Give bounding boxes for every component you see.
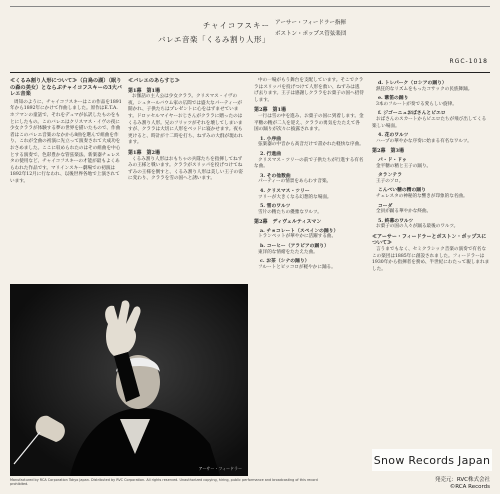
dance-text: 熱狂的なリズムをもったコサックの民族舞踊。 bbox=[376, 86, 473, 92]
publisher-name: 発売元：RVC株式会社 bbox=[434, 477, 490, 483]
about-work-body: 周知のように、チャイコフスキーはこの作品を1891年から1892年にかけて作曲しました。原作はE.T.A.ホフマンの童話で、それをデュマが仏訳したものをもとにしたもの。このバレエはクリスマス・イヴの夜に少女クララが体験する夢の世界を描いたもので、作曲者はこのバレエ音楽のなかから8曲を選んで組曲を作り、これが全曲の初演に先立って演奏されて大成功をおさめました。ここに収められたのはその組曲を中心とする演奏で、色彩豊かな管弦楽法、新楽器チェレスタの使用など、チャイコフスキーの才能が最もよくあらわれた作品です。マリインスキー劇場での初演は1892年12月に行なわれ、以後世界各地で上演されています。 bbox=[10, 99, 122, 184]
piece-text: クリスマス・ツリーの前で子供たちが行進する有名な曲。 bbox=[254, 157, 364, 170]
dance-title: コーダ bbox=[378, 202, 393, 209]
piece-text: ツリーが大きくなる幻想的な場面。 bbox=[258, 194, 332, 200]
divertissement-title: 第2幕 ディヴェルティスマン bbox=[254, 219, 322, 226]
dance-text: 全員が踊る華やかな終曲。 bbox=[376, 209, 432, 215]
credit-conductor: アーサー・フィードラー指揮 bbox=[275, 20, 346, 26]
piece-text: 雪片の精たちの優雅なワルツ。 bbox=[258, 209, 322, 215]
title-composer: チャイコフスキー bbox=[202, 21, 270, 30]
about-performers-body: 言うまでもなく、セミクラシック音楽の演奏で有名なこの楽団は1885年に創設されました。フィードラーは1930年から指揮者を務め、半世紀にわたって親しまれました。 bbox=[372, 247, 490, 272]
about-performers-heading: ≪アーサー・フィードラーとボストン・ポップスについて≫ bbox=[372, 233, 487, 247]
piece-text: パーティーの情景をあらわす音楽。 bbox=[258, 179, 332, 185]
publisher-info bbox=[435, 477, 490, 491]
column-about-work bbox=[10, 78, 122, 186]
dance-title: パ・ド・ドゥ bbox=[378, 156, 407, 163]
piece-text: 弦楽器の中音から高音だけで書かれた軽快な序曲。 bbox=[258, 142, 364, 148]
dance-title: b. コーヒー（アラビアの踊り） bbox=[260, 243, 329, 250]
column-act2 bbox=[254, 78, 364, 271]
act2-scene3-title: 第2幕 第3場 bbox=[372, 148, 404, 155]
dance-text: おばさんのスカートからピエロたちが飛び出してくる楽しい場面。 bbox=[372, 116, 487, 129]
dance-title: e. 葦笛の踊り bbox=[378, 95, 409, 102]
act1-scene1-title: 第1幕 第1場 bbox=[128, 87, 160, 94]
dance-title: 5. 終幕のワルツ bbox=[378, 217, 414, 224]
dance-text: お菓子の国の人々が踊る最後のワルツ。 bbox=[376, 224, 459, 230]
dance-title: 4. 花のワルツ bbox=[378, 132, 409, 139]
column-act2-cont bbox=[372, 78, 490, 273]
dance-title: c. お茶（シナの踊り） bbox=[260, 258, 310, 265]
act2-scene1-title: 第2幕 第1場 bbox=[254, 107, 286, 114]
album-title bbox=[158, 20, 270, 45]
credit-orchestra: ボストン・ポップス管弦楽団 bbox=[275, 31, 347, 37]
dance-text: 3本のフルートが奏でる愛らしい旋律。 bbox=[376, 101, 457, 107]
piece-title: 3. その他数曲 bbox=[260, 172, 291, 179]
dance-text: チェレスタの神秘的な響きが印象的な名曲。 bbox=[376, 193, 468, 199]
act1-scene2-body: くるみ割り人形はおもちゃの兵隊たちを指揮してねずみの王様と戦います。クララがスリッパを投げつけてねずみの王様を倒すと、くるみ割り人形は美しい王子の姿に変わり、クララを雪の国へと誘います。 bbox=[128, 156, 243, 182]
act1-scene2-title: 第1幕 第2場 bbox=[128, 149, 160, 156]
conductor-silhouette-image bbox=[10, 284, 248, 476]
act2-scene1-body: 一行は雪の中を進み、お菓子の国に到着します。金平糖の精が二人を迎え、クララの勇気をたたえて各国の踊りが次々に披露されます。 bbox=[254, 113, 364, 133]
about-work-heading: ≪くるみ割り人形について≫（白鳥の湖）（眠りの森の美女）とならぶチャイコフスキーの3大バレエ音楽 bbox=[10, 78, 122, 98]
top-divider bbox=[10, 6, 490, 7]
performer-credits bbox=[275, 18, 346, 40]
catalog-number: RGC-1018 bbox=[449, 58, 488, 65]
title-work: バレエ音楽「くるみ割り人形」 bbox=[158, 35, 270, 44]
dance-text: フルートとピッコロが軽やかに踊る。 bbox=[258, 264, 336, 270]
dance-text: 金平糖の精と王子の踊り。 bbox=[376, 163, 432, 169]
column-synopsis bbox=[128, 78, 246, 183]
dance-title: タランテラ bbox=[378, 172, 402, 179]
dance-title: f. ジゴーニュおばさんとピエロ bbox=[378, 110, 446, 117]
conductor-photo bbox=[10, 284, 248, 476]
photo-caption: アーサー・フィードラー bbox=[198, 466, 242, 471]
piece-title: 1. 小序曲 bbox=[260, 135, 282, 142]
piece-title: 4. クリスマス・ツリー bbox=[260, 187, 310, 194]
watermark: Snow Records Japan bbox=[372, 449, 492, 471]
dance-text: 王子のソロ。 bbox=[376, 178, 404, 184]
publisher-sub: ©RCA Records bbox=[449, 484, 490, 490]
dance-title: d. トレパーク（ロシアの踊り） bbox=[378, 80, 447, 86]
copyright-notice: Manufactured by RCA Corporation Tokyo Japan. Distributed by RVC Corporation. All rights reserved. Unauthorized copying, hiring, public performance and broadcasting of this record prohibited. bbox=[10, 478, 318, 487]
header-divider bbox=[10, 72, 490, 73]
piece-title: 2. 行進曲 bbox=[260, 150, 282, 157]
piece-title: 5. 雪のワルツ bbox=[260, 203, 291, 210]
synopsis-heading: ≪バレエのあらすじ≫ bbox=[128, 78, 180, 84]
act1-scene1-body: お伽話の主人公は少女クララ。クリスマス・イヴの夜、シュタールバウム家の広間では盛大なパーティーが開かれ、子供たちはプレゼントに心をはずませています。ドロッセルマイヤーおじさんがクララに贈ったのはくるみ割り人形。兄のフリッツがそれを壊してしまいますが、クララは大切に人形をベッドに寝かせます。夜も更けると、時計が十二時を打ち、ねずみの大群が現われます。 bbox=[128, 94, 243, 146]
dance-text: 東洋的な情緒をたたえた曲。 bbox=[258, 249, 318, 255]
dance-text: ハープの華やかな序奏に始まる有名なワルツ。 bbox=[376, 138, 472, 144]
dance-title: a. チョコレート（スペインの踊り） bbox=[260, 227, 339, 234]
dance-title: こんぺい糖の精の踊り bbox=[378, 187, 426, 194]
dance-text: トランペットが華やかに活躍する曲。 bbox=[258, 234, 337, 240]
col3-intro: 中の一場がもう舞台を支配しています。そこでクララはスリッパを投げつけて人形を救い、ねずみは逃げ去ります。王子は感謝しクララをお菓子の国へ招待します。 bbox=[254, 78, 364, 103]
